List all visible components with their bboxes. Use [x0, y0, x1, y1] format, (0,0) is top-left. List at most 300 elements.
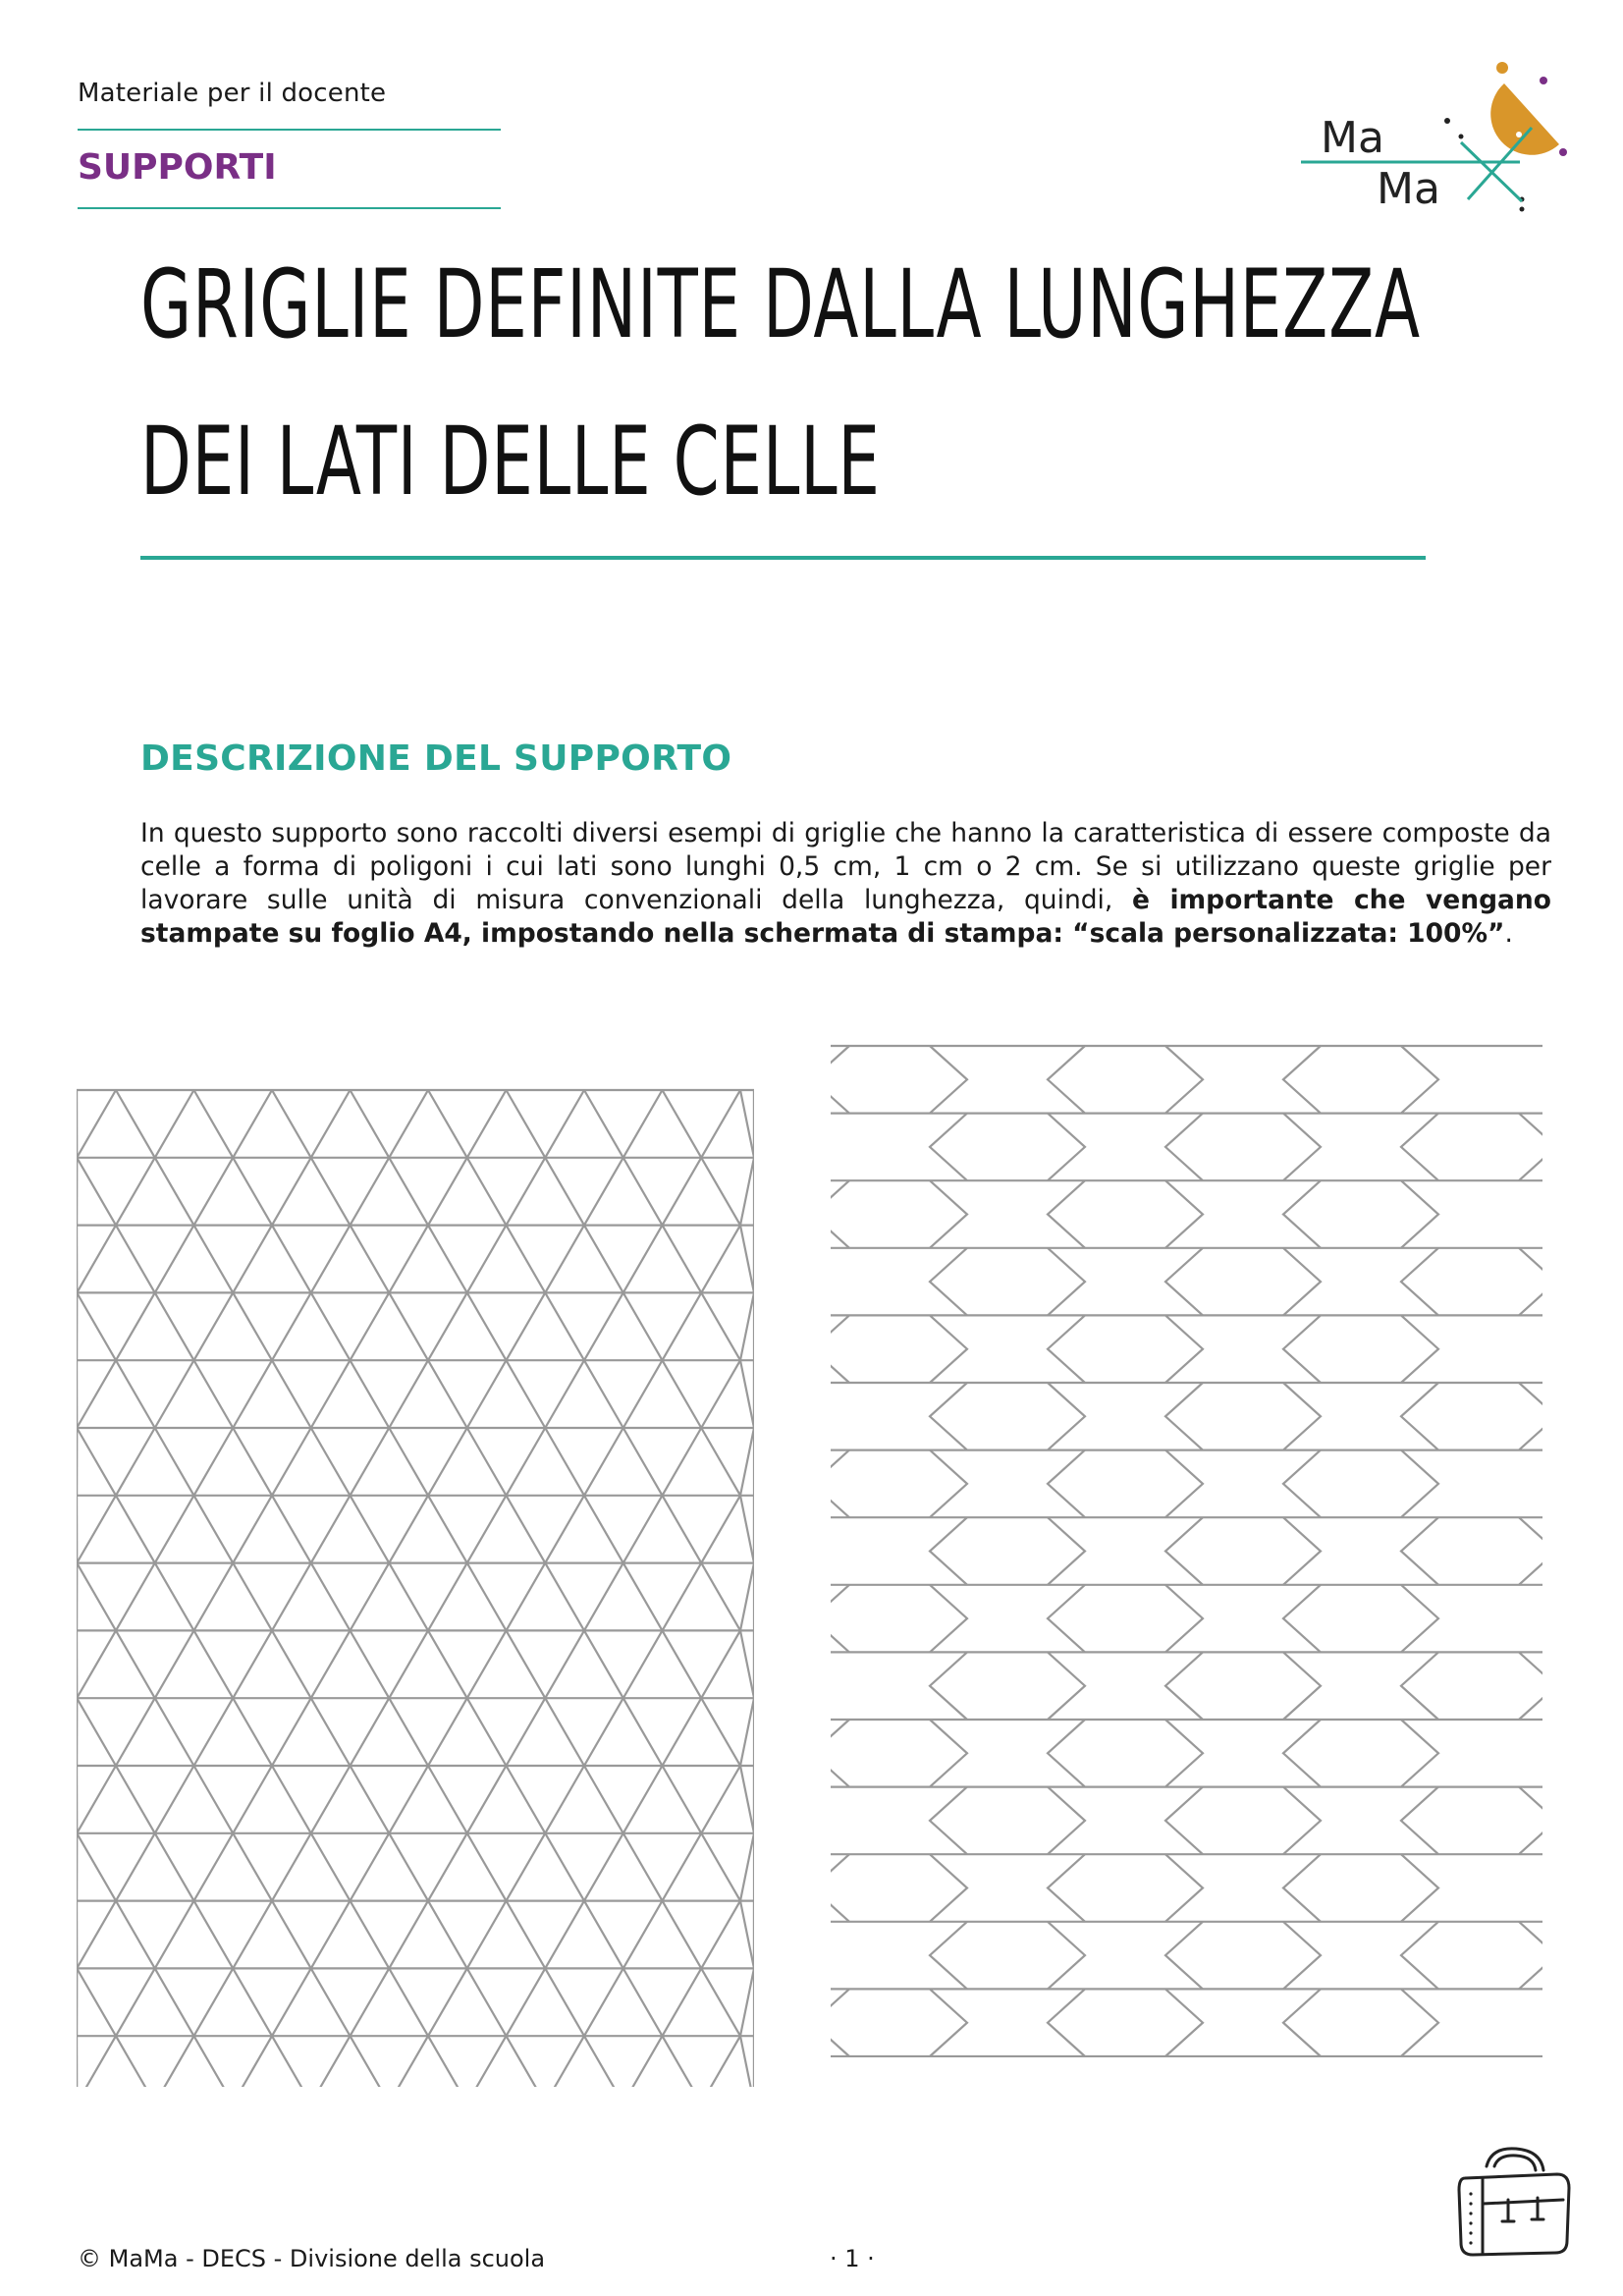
grid-line: [351, 1901, 390, 1969]
grid-line: [233, 1158, 272, 1226]
grid-line: [467, 1496, 507, 1563]
grid-line: [428, 1833, 467, 1901]
grid-line: [584, 1158, 623, 1226]
logo-text-bottom: Ma: [1377, 164, 1440, 214]
grid-line: [428, 1226, 467, 1293]
grid-line: [116, 1360, 155, 1428]
grid-line: [272, 1158, 311, 1226]
grid-line: [1283, 1922, 1321, 1990]
grid-line: [701, 1630, 740, 1698]
grid-line: [428, 1496, 467, 1563]
grid-line: [77, 1428, 116, 1496]
grid-line: [233, 1090, 272, 1158]
grid-line: [623, 1158, 663, 1226]
grid-line: [272, 1292, 311, 1360]
grid-line: [233, 1766, 272, 1833]
grid-line: [701, 1090, 740, 1158]
grid-line: [311, 1428, 351, 1496]
grid-line: [194, 1360, 234, 1428]
grid-line: [1401, 1383, 1438, 1450]
grid-line: [623, 1360, 663, 1428]
grid-line: [545, 1360, 584, 1428]
grid-line: [1283, 1450, 1321, 1518]
grid-line: [116, 1698, 155, 1766]
grid-line: [155, 1428, 194, 1496]
grid-line: [351, 1090, 390, 1158]
description-text-end: .: [1504, 918, 1513, 949]
grid-line: [1165, 1114, 1203, 1181]
grid-line: [740, 1563, 754, 1631]
grid-line: [930, 1652, 967, 1720]
grid-line: [1165, 1180, 1203, 1248]
grid-line: [930, 1180, 967, 1248]
grid-line: [507, 2036, 546, 2087]
grid-line: [351, 1563, 390, 1631]
grid-line: [740, 1158, 754, 1226]
grid-line: [1401, 1787, 1438, 1855]
grid-line: [507, 1360, 546, 1428]
grid-line: [1048, 1854, 1085, 1922]
grid-line: [155, 1090, 194, 1158]
grid-line: [1048, 1180, 1085, 1248]
grid-line: [584, 1968, 623, 2036]
grid-line: [155, 1360, 194, 1428]
grid-line: [663, 1698, 702, 1766]
grid-line: [1048, 1383, 1085, 1450]
grid-line: [1048, 1450, 1085, 1518]
grid-line: [584, 1563, 623, 1631]
grid-line: [233, 1563, 272, 1631]
grid-line: [1401, 1315, 1438, 1383]
grid-line: [389, 1158, 428, 1226]
grid-line: [389, 1360, 428, 1428]
grid-line: [930, 1114, 967, 1181]
grid-line: [116, 1901, 155, 1969]
grid-line: [623, 1292, 663, 1360]
triangle-grid: [77, 1070, 754, 2087]
grid-line: [233, 1292, 272, 1360]
grid-line: [351, 1158, 390, 1226]
grid-line: [77, 1292, 116, 1360]
page-number: · 1 ·: [830, 2245, 875, 2272]
grid-line: [1048, 1114, 1085, 1181]
grid-line: [1283, 1180, 1321, 1248]
grid-line: [1401, 1922, 1438, 1990]
grid-line: [1048, 1720, 1085, 1787]
grid-line: [584, 1226, 623, 1293]
grid-line: [194, 1833, 234, 1901]
grid-line: [467, 1226, 507, 1293]
grid-line: [623, 2036, 663, 2087]
grid-line: [584, 1630, 623, 1698]
grid-line: [155, 1833, 194, 1901]
grid-line: [311, 1698, 351, 1766]
grid-line: [663, 2036, 702, 2087]
grid-line: [233, 1428, 272, 1496]
grid-line: [701, 1563, 740, 1631]
section-label: SUPPORTI: [78, 147, 277, 188]
grid-line: [311, 1496, 351, 1563]
grid-line: [507, 1698, 546, 1766]
grid-line: [77, 1496, 116, 1563]
grid-line: [311, 1833, 351, 1901]
grid-line: [545, 1833, 584, 1901]
grid-line: [623, 1496, 663, 1563]
grid-line: [194, 2036, 234, 2087]
grid-line: [663, 1766, 702, 1833]
grid-line: [740, 1766, 754, 1833]
grid-line: [389, 1968, 428, 2036]
grid-line: [507, 1226, 546, 1293]
grid-line: [467, 1630, 507, 1698]
grid-line: [1283, 1989, 1321, 2056]
grid-line: [507, 1158, 546, 1226]
grid-line: [1519, 1114, 1542, 1181]
grid-line: [1165, 1854, 1203, 1922]
grid-line: [311, 1090, 351, 1158]
grid-line: [155, 1496, 194, 1563]
grid-line: [663, 1292, 702, 1360]
grid-line: [701, 1428, 740, 1496]
grid-line: [1283, 1787, 1321, 1855]
grid-line: [272, 1698, 311, 1766]
grid-line: [740, 1833, 754, 1901]
grid-line: [545, 1698, 584, 1766]
grid-line: [116, 1292, 155, 1360]
grid-line: [116, 1428, 155, 1496]
header-divider: [78, 129, 501, 131]
grid-line: [311, 1563, 351, 1631]
grid-line: [545, 1630, 584, 1698]
grid-line: [351, 1292, 390, 1360]
grid-line: [233, 1226, 272, 1293]
hexagon-grid: [831, 1036, 1542, 2057]
grid-line: [194, 1496, 234, 1563]
grid-line: [1165, 1517, 1203, 1585]
grid-line: [77, 1630, 116, 1698]
grid-line: [1519, 1652, 1542, 1720]
grid-line: [389, 1766, 428, 1833]
grid-line: [116, 1968, 155, 2036]
grid-line: [389, 1496, 428, 1563]
grid-line: [545, 1563, 584, 1631]
grid-line: [351, 1226, 390, 1293]
grid-line: [1401, 1652, 1438, 1720]
grid-line: [467, 1292, 507, 1360]
grid-line: [1519, 1383, 1542, 1450]
grid-line: [1283, 1046, 1321, 1114]
grid-line: [116, 1766, 155, 1833]
grid-line: [507, 1428, 546, 1496]
grid-line: [77, 1226, 116, 1293]
grid-line: [740, 1292, 754, 1360]
grid-line: [311, 1630, 351, 1698]
grid-line: [1165, 1315, 1203, 1383]
grid-line: [389, 1226, 428, 1293]
grid-line: [740, 1496, 754, 1563]
grid-line: [272, 1360, 311, 1428]
grid-line: [1165, 1652, 1203, 1720]
grid-line: [740, 1968, 754, 2036]
grid-line: [663, 1833, 702, 1901]
grid-line: [233, 2036, 272, 2087]
grid-line: [428, 1158, 467, 1226]
grid-line: [233, 1630, 272, 1698]
grid-line: [1283, 1315, 1321, 1383]
grid-line: [584, 1496, 623, 1563]
grid-line: [545, 1158, 584, 1226]
grid-line: [272, 1833, 311, 1901]
grid-line: [1048, 1315, 1085, 1383]
grid-line: [701, 1158, 740, 1226]
grid-line: [155, 1698, 194, 1766]
grid-line: [428, 1360, 467, 1428]
grid-line: [1048, 1652, 1085, 1720]
grid-line: [272, 1630, 311, 1698]
grid-line: [311, 1158, 351, 1226]
grid-line: [584, 1766, 623, 1833]
grid-line: [1048, 1248, 1085, 1316]
grid-line: [272, 2036, 311, 2087]
grid-line: [930, 1315, 967, 1383]
grid-line: [663, 1428, 702, 1496]
grid-line: [155, 1226, 194, 1293]
grid-line: [507, 1292, 546, 1360]
grid-line: [1283, 1585, 1321, 1653]
grid-line: [77, 2036, 116, 2087]
grid-line: [77, 1698, 116, 1766]
grid-line: [623, 1563, 663, 1631]
grid-line: [701, 1360, 740, 1428]
grid-line: [930, 1787, 967, 1855]
grid-line: [701, 1292, 740, 1360]
grid-line: [663, 1496, 702, 1563]
description-heading: DESCRIZIONE DEL SUPPORTO: [140, 738, 732, 779]
grid-line: [507, 1766, 546, 1833]
grid-line: [663, 1968, 702, 2036]
grid-line: [1165, 1585, 1203, 1653]
grid-line: [1048, 1989, 1085, 2056]
grid-line: [389, 1563, 428, 1631]
grid-line: [740, 1226, 754, 1293]
grid-line: [311, 1766, 351, 1833]
grid-line: [351, 1766, 390, 1833]
grid-line: [930, 1585, 967, 1653]
grid-line: [233, 1496, 272, 1563]
title-line-2: DEI LATI DELLE CELLE: [140, 407, 881, 517]
grid-line: [831, 1046, 849, 1114]
grid-line: [1519, 1248, 1542, 1316]
grid-line: [831, 1720, 849, 1787]
grid-line: [389, 1428, 428, 1496]
grid-line: [272, 1901, 311, 1969]
grid-line: [1048, 1787, 1085, 1855]
section-divider: [78, 207, 501, 209]
grid-line: [1165, 1787, 1203, 1855]
grid-line: [467, 1158, 507, 1226]
grid-line: [663, 1090, 702, 1158]
grid-line: [545, 1292, 584, 1360]
grid-line: [272, 1090, 311, 1158]
description-text-bold: è importante che vengano stampate su foglio A4, impostando nella schermata di stampa: “scala personalizzata: 100%”: [140, 885, 1551, 949]
grid-line: [116, 1630, 155, 1698]
footer-copyright: © MaMa - DECS - Divisione della scuola: [78, 2245, 546, 2272]
grid-line: [351, 1833, 390, 1901]
grid-line: [194, 1901, 234, 1969]
grid-line: [1401, 1854, 1438, 1922]
grid-line: [116, 1496, 155, 1563]
grid-line: [1401, 1248, 1438, 1316]
grid-line: [930, 1383, 967, 1450]
grid-line: [467, 1360, 507, 1428]
title-underline: [140, 556, 1426, 560]
grid-line: [1048, 1922, 1085, 1990]
logo-text-top: Ma: [1321, 113, 1384, 163]
grid-line: [351, 1360, 390, 1428]
grid-line: [623, 1698, 663, 1766]
grid-line: [351, 1968, 390, 2036]
grid-line: [623, 1766, 663, 1833]
grid-line: [155, 1766, 194, 1833]
grid-line: [1401, 1180, 1438, 1248]
grid-line: [831, 1180, 849, 1248]
grid-line: [701, 2036, 740, 2087]
grid-line: [428, 2036, 467, 2087]
grid-line: [663, 1226, 702, 1293]
grid-line: [389, 1901, 428, 1969]
grid-line: [507, 1833, 546, 1901]
grid-line: [155, 1292, 194, 1360]
grid-line: [584, 1698, 623, 1766]
grid-line: [663, 1360, 702, 1428]
grid-line: [1519, 1922, 1542, 1990]
grid-line: [389, 1630, 428, 1698]
grid-line: [623, 1090, 663, 1158]
grid-line: [428, 1292, 467, 1360]
grid-line: [233, 1360, 272, 1428]
grid-line: [831, 1989, 849, 2056]
grid-line: [389, 1090, 428, 1158]
grid-line: [194, 1630, 234, 1698]
grid-line: [1401, 1517, 1438, 1585]
grid-line: [1283, 1854, 1321, 1922]
page-title: [140, 249, 1436, 532]
grid-line: [77, 1766, 116, 1833]
grid-line: [155, 1158, 194, 1226]
grid-line: [507, 1968, 546, 2036]
grid-line: [155, 1901, 194, 1969]
grid-line: [1165, 1720, 1203, 1787]
grid-line: [389, 1698, 428, 1766]
description-text-plain: In questo supporto sono raccolti diversi esempi di griglie che hanno la caratteristica di essere composte da celle a forma di poligoni i cui lati sono lunghi 0,5 cm, 1 cm o 2 cm. Se si utilizzano queste griglie per lavorare sulle unità di misura convenzionali della lunghezza, quindi,: [140, 818, 1551, 915]
grid-line: [77, 1158, 116, 1226]
grid-line: [467, 1698, 507, 1766]
grid-line: [545, 1090, 584, 1158]
grid-line: [77, 1563, 116, 1631]
grid-line: [701, 1901, 740, 1969]
grid-line: [77, 1360, 116, 1428]
grid-line: [584, 2036, 623, 2087]
grid-line: [272, 1428, 311, 1496]
grid-line: [1283, 1383, 1321, 1450]
grid-line: [740, 1630, 754, 1698]
grid-line: [272, 1766, 311, 1833]
grid-line: [351, 1698, 390, 1766]
grid-line: [831, 1585, 849, 1653]
grid-line: [930, 1517, 967, 1585]
grid-line: [740, 1428, 754, 1496]
grid-line: [701, 1226, 740, 1293]
grid-line: [233, 1968, 272, 2036]
grid-line: [740, 1698, 754, 1766]
grid-line: [116, 1833, 155, 1901]
grid-line: [389, 2036, 428, 2087]
grid-line: [1048, 1517, 1085, 1585]
grid-line: [1401, 1720, 1438, 1787]
grid-line: [155, 1968, 194, 2036]
grid-line: [467, 1428, 507, 1496]
grid-line: [351, 2036, 390, 2087]
grid-line: [740, 1901, 754, 1969]
grid-line: [311, 1292, 351, 1360]
grid-line: [194, 1563, 234, 1631]
grid-line: [389, 1292, 428, 1360]
grid-line: [194, 1968, 234, 2036]
grid-line: [584, 1292, 623, 1360]
grid-line: [467, 1833, 507, 1901]
grid-line: [584, 1901, 623, 1969]
grid-line: [740, 2036, 754, 2087]
grid-line: [701, 1968, 740, 2036]
grid-line: [545, 1968, 584, 2036]
grid-line: [467, 2036, 507, 2087]
grid-line: [272, 1563, 311, 1631]
grid-line: [311, 1968, 351, 2036]
grid-line: [930, 1854, 967, 1922]
grid-line: [545, 1226, 584, 1293]
grid-line: [467, 1901, 507, 1969]
grid-line: [740, 1090, 754, 1158]
grid-line: [545, 2036, 584, 2087]
grid-line: [1401, 1585, 1438, 1653]
grid-line: [77, 1968, 116, 2036]
grid-line: [116, 1563, 155, 1631]
grid-line: [428, 1428, 467, 1496]
grid-line: [1165, 1450, 1203, 1518]
grid-line: [272, 1226, 311, 1293]
grid-line: [77, 1901, 116, 1969]
grid-line: [1401, 1046, 1438, 1114]
grid-line: [663, 1901, 702, 1969]
grid-line: [272, 1968, 311, 2036]
grid-line: [194, 1698, 234, 1766]
grid-line: [116, 2036, 155, 2087]
grid-line: [831, 1450, 849, 1518]
grid-line: [194, 1292, 234, 1360]
grid-line: [930, 1922, 967, 1990]
grid-line: [467, 1968, 507, 2036]
grid-line: [428, 1901, 467, 1969]
grid-line: [545, 1428, 584, 1496]
grid-line: [1283, 1652, 1321, 1720]
grid-line: [1048, 1585, 1085, 1653]
grid-line: [311, 2036, 351, 2087]
grid-line: [930, 1720, 967, 1787]
grid-line: [233, 1698, 272, 1766]
grid-line: [351, 1496, 390, 1563]
grid-line: [351, 1428, 390, 1496]
grid-line: [507, 1901, 546, 1969]
